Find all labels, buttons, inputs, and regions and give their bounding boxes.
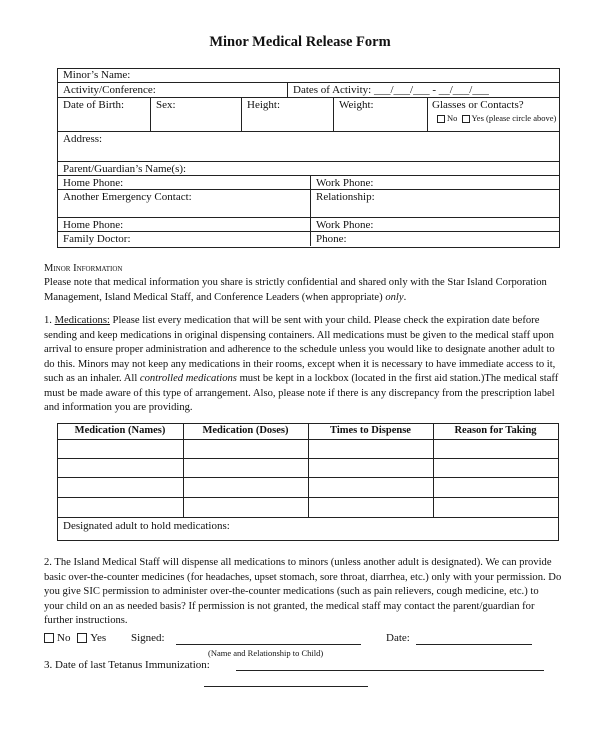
- tetanus-date-line[interactable]: [236, 670, 544, 671]
- weight-label: Weight:: [339, 99, 374, 111]
- signature-line[interactable]: [176, 644, 361, 645]
- col-header-medication-names: Medication (Names): [74, 425, 166, 436]
- height-label: Height:: [247, 99, 280, 111]
- activity-label: Activity/Conference:: [63, 84, 156, 96]
- minor-info-heading: Minor Information: [44, 263, 123, 274]
- permission-no-label: No: [57, 632, 71, 644]
- medications-line: such as an inhaler. All: [44, 373, 140, 384]
- date-line[interactable]: [416, 644, 532, 645]
- glasses-no-checkbox[interactable]: [437, 115, 445, 123]
- work-phone-label: Work Phone:: [316, 177, 374, 189]
- medications-line: sending and keep medications in original dispensing containers. All medications must be given to the medical staff upon: [44, 329, 554, 341]
- signed-label: Signed:: [131, 632, 165, 644]
- home-phone-2-label: Home Phone:: [63, 219, 124, 231]
- signature-caption: (Name and Relationship to Child): [208, 648, 324, 658]
- permission-no-checkbox[interactable]: [44, 633, 54, 643]
- minor-info-paragraph: [44, 276, 547, 305]
- tetanus-label: 3. Date of last Tetanus Immunization:: [44, 659, 210, 671]
- work-phone-2-label: Work Phone:: [316, 219, 374, 231]
- medications-line: arrival to ensure proper administration and adherence to the schedule unless you would like to designate another adult to: [44, 344, 555, 355]
- medications-label: Medications:: [54, 315, 110, 326]
- minor-info-line: Please note that medical information you share is strictly confidential and shared only with the Star Island Corporation: [44, 277, 547, 288]
- address-label: Address:: [63, 133, 103, 145]
- relationship-label: Relationship:: [316, 191, 375, 203]
- section2-line: basic over-the-counter medicines (for headaches, upset stomach, sore throat, diarrhea, etc.) only with your permission. Do: [44, 571, 562, 583]
- section2-line: further instructions.: [44, 615, 128, 626]
- medications-line: must be made aware of this type of arrangement. Also, please note if there is any discrepancy from the prescription label: [44, 387, 555, 399]
- col-header-reason-for-taking: Reason for Taking: [454, 425, 537, 436]
- page-title: Minor Medical Release Form: [209, 34, 391, 50]
- glasses-yes-label: Yes: [471, 113, 484, 123]
- tetanus-extra-line[interactable]: [204, 686, 368, 687]
- emergency-contact-label: Another Emergency Contact:: [63, 191, 192, 203]
- section2-line: your child on an as needed basis? If permission is not granted, the medical staff may contact the parent/guardian for: [44, 600, 535, 612]
- medications-paragraph: [44, 314, 558, 416]
- dob-label: Date of Birth:: [63, 99, 125, 111]
- glasses-options: [437, 113, 556, 123]
- section2-line: 2. The Island Medical Staff will dispense all medications to minors (unless another adult is designated). We can provide: [44, 557, 552, 568]
- glasses-yes-checkbox[interactable]: [462, 115, 470, 123]
- minor-info-line: Management, Island Medical Staff, and Conference Leaders (when appropriate): [44, 291, 386, 303]
- permission-yes-label: Yes: [90, 632, 107, 644]
- glasses-no-label: No: [447, 113, 458, 123]
- home-phone-label: Home Phone:: [63, 177, 124, 189]
- glasses-note: (please circle above): [486, 113, 557, 123]
- medications-line: and information you are providing.: [44, 402, 193, 413]
- dates-of-activity-label: Dates of Activity: ___/___/___ - __/___/___: [293, 84, 489, 96]
- section2-paragraph: [44, 556, 561, 629]
- medications-line: Please list every medication that will be sent with your child. Please check the expiration date before: [109, 315, 540, 326]
- designated-adult-label: Designated adult to hold medications:: [63, 520, 230, 532]
- medications-line: do this. Minors may not keep any medications in their rooms, except when it is necessary to have immediate access to it,: [44, 358, 556, 370]
- medications-line: must be kept in a lockbox (located in the first aid station.)The medical staff: [236, 373, 559, 384]
- section2-line: you give SIC permission to administer over-the-counter medications (such as pain relievers, cough medicine, etc.) to: [44, 586, 539, 597]
- minor-info-line: .: [403, 291, 407, 303]
- parent-name-label: Parent/Guardian’s Name(s):: [63, 163, 187, 175]
- family-doctor-label: Family Doctor:: [63, 233, 131, 245]
- col-header-medication-doses: Medication (Doses): [202, 425, 289, 436]
- sex-label: Sex:: [156, 99, 176, 111]
- minor-name-label: Minor’s Name:: [63, 69, 131, 81]
- date-label: Date:: [386, 632, 410, 644]
- controlled-medications-emphasis: controlled medications: [139, 373, 237, 384]
- minor-info-emphasis: only: [385, 291, 404, 303]
- doctor-phone-label: Phone:: [316, 233, 347, 245]
- permission-yes-checkbox[interactable]: [77, 633, 87, 643]
- section-number: 1.: [44, 315, 55, 326]
- glasses-label: Glasses or Contacts?: [432, 99, 524, 111]
- col-header-times-to-dispense: Times to Dispense: [330, 425, 411, 436]
- permission-options: [44, 632, 106, 644]
